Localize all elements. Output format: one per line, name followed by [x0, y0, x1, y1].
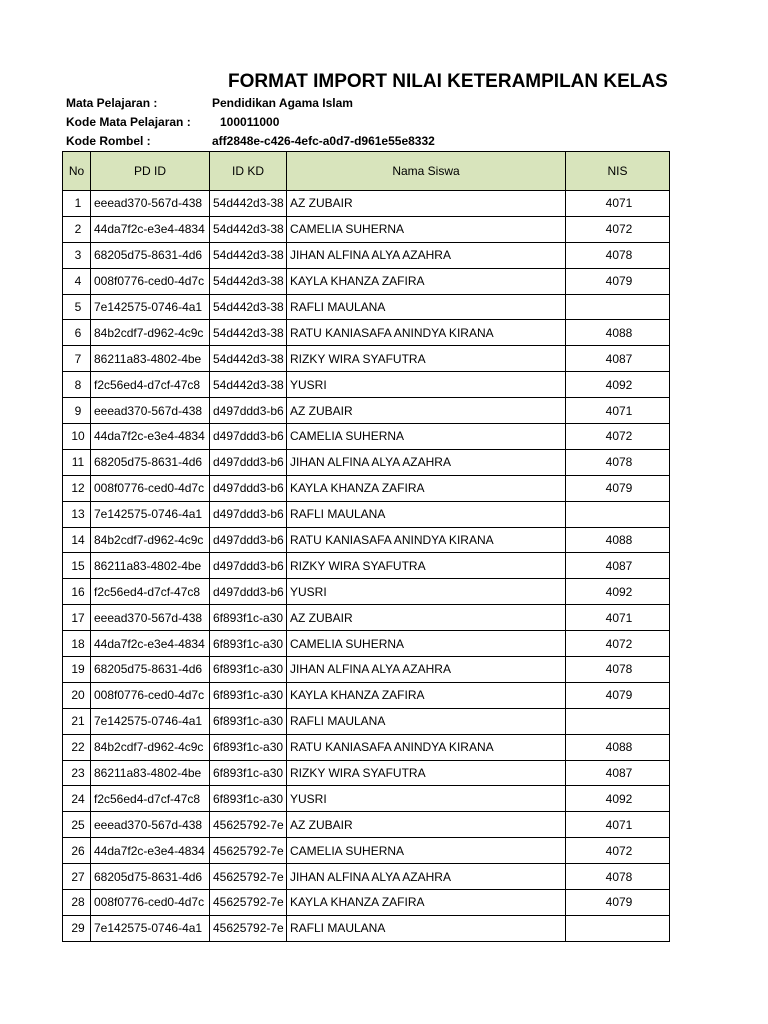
cell-id-kd[interactable]: 6f893f1c-a30	[210, 605, 287, 631]
cell-no[interactable]: 22	[63, 734, 91, 760]
cell-pd-id[interactable]: 86211a83-4802-4be	[91, 346, 210, 372]
cell-nama-siswa[interactable]: RATU KANIASAFA ANINDYA KIRANA	[287, 527, 566, 553]
cell-pd-id[interactable]: f2c56ed4-d7cf-47c8	[91, 786, 210, 812]
table-row	[63, 216, 670, 242]
table-row	[63, 915, 670, 941]
cell-pd-id[interactable]: 84b2cdf7-d962-4c9c	[91, 734, 210, 760]
nilai-table	[62, 151, 670, 942]
cell-nama-siswa[interactable]: RAFLI MAULANA	[287, 501, 566, 527]
cell-no[interactable]: 5	[63, 294, 91, 320]
cell-nis[interactable]: 4072	[566, 631, 670, 657]
table-row	[63, 812, 670, 838]
table-row	[63, 553, 670, 579]
cell-no[interactable]: 21	[63, 708, 91, 734]
cell-nama-siswa[interactable]: KAYLA KHANZA ZAFIRA	[287, 890, 566, 916]
header-nama-siswa: Nama Siswa	[287, 152, 566, 191]
cell-pd-id[interactable]: 44da7f2c-e3e4-4834	[91, 838, 210, 864]
cell-id-kd[interactable]: 54d442d3-38	[210, 242, 287, 268]
cell-pd-id[interactable]: 008f0776-ced0-4d7c	[91, 475, 210, 501]
cell-id-kd[interactable]: 6f893f1c-a30	[210, 657, 287, 683]
cell-nama-siswa[interactable]: CAMELIA SUHERNA	[287, 216, 566, 242]
cell-no[interactable]: 1	[63, 191, 91, 217]
table-header-row	[63, 152, 670, 191]
cell-pd-id[interactable]: 008f0776-ced0-4d7c	[91, 682, 210, 708]
cell-id-kd[interactable]: d497ddd3-b6	[210, 424, 287, 450]
cell-nama-siswa[interactable]: AZ ZUBAIR	[287, 191, 566, 217]
cell-nis[interactable]: 4088	[566, 527, 670, 553]
cell-pd-id[interactable]: 68205d75-8631-4d6	[91, 449, 210, 475]
cell-id-kd[interactable]: 54d442d3-38	[210, 320, 287, 346]
cell-nama-siswa[interactable]: JIHAN ALFINA ALYA AZAHRA	[287, 657, 566, 683]
table-row	[63, 708, 670, 734]
cell-no[interactable]: 6	[63, 320, 91, 346]
table-row	[63, 320, 670, 346]
cell-nama-siswa[interactable]: RAFLI MAULANA	[287, 915, 566, 941]
header-pd-id: PD ID	[91, 152, 210, 191]
table-row	[63, 890, 670, 916]
cell-no[interactable]: 17	[63, 605, 91, 631]
cell-no[interactable]: 2	[63, 216, 91, 242]
table-row	[63, 838, 670, 864]
cell-id-kd[interactable]: 45625792-7e	[210, 864, 287, 890]
cell-nama-siswa[interactable]: KAYLA KHANZA ZAFIRA	[287, 268, 566, 294]
cell-nama-siswa[interactable]: RIZKY WIRA SYAFUTRA	[287, 553, 566, 579]
header-id-kd: ID KD	[210, 152, 287, 191]
cell-nama-siswa[interactable]: RAFLI MAULANA	[287, 708, 566, 734]
cell-id-kd[interactable]: 6f893f1c-a30	[210, 682, 287, 708]
cell-no[interactable]: 24	[63, 786, 91, 812]
table-row	[63, 682, 670, 708]
table-row	[63, 864, 670, 890]
cell-pd-id[interactable]: eeead370-567d-438	[91, 398, 210, 424]
cell-id-kd[interactable]: 45625792-7e	[210, 838, 287, 864]
cell-no[interactable]: 29	[63, 915, 91, 941]
cell-id-kd[interactable]: 45625792-7e	[210, 890, 287, 916]
cell-nis[interactable]: 4072	[566, 838, 670, 864]
cell-nama-siswa[interactable]: CAMELIA SUHERNA	[287, 838, 566, 864]
cell-nis[interactable]: 4092	[566, 786, 670, 812]
cell-pd-id[interactable]: 44da7f2c-e3e4-4834	[91, 424, 210, 450]
cell-id-kd[interactable]: d497ddd3-b6	[210, 579, 287, 605]
cell-nama-siswa[interactable]: KAYLA KHANZA ZAFIRA	[287, 682, 566, 708]
cell-nis[interactable]: 4092	[566, 579, 670, 605]
cell-pd-id[interactable]: 86211a83-4802-4be	[91, 553, 210, 579]
cell-pd-id[interactable]: eeead370-567d-438	[91, 605, 210, 631]
cell-no[interactable]: 12	[63, 475, 91, 501]
cell-nis[interactable]	[566, 501, 670, 527]
cell-id-kd[interactable]: 6f893f1c-a30	[210, 631, 287, 657]
table-row	[63, 657, 670, 683]
kode-mapel-value: 100011000	[220, 115, 280, 129]
cell-pd-id[interactable]: 44da7f2c-e3e4-4834	[91, 216, 210, 242]
table-row	[63, 605, 670, 631]
mapel-label: Mata Pelajaran :	[66, 96, 158, 110]
table-row	[63, 631, 670, 657]
table-row	[63, 242, 670, 268]
cell-nama-siswa[interactable]: YUSRI	[287, 786, 566, 812]
table-row	[63, 760, 670, 786]
cell-pd-id[interactable]: 7e142575-0746-4a1	[91, 915, 210, 941]
cell-no[interactable]: 9	[63, 398, 91, 424]
table-row	[63, 268, 670, 294]
cell-id-kd[interactable]: 54d442d3-38	[210, 191, 287, 217]
cell-pd-id[interactable]: 68205d75-8631-4d6	[91, 242, 210, 268]
cell-pd-id[interactable]: eeead370-567d-438	[91, 812, 210, 838]
cell-nis[interactable]: 4087	[566, 553, 670, 579]
cell-pd-id[interactable]: 68205d75-8631-4d6	[91, 864, 210, 890]
kode-rombel-value: aff2848e-c426-4efc-a0d7-d961e55e8332	[212, 134, 435, 148]
cell-no[interactable]: 25	[63, 812, 91, 838]
cell-id-kd[interactable]: d497ddd3-b6	[210, 527, 287, 553]
cell-pd-id[interactable]: 008f0776-ced0-4d7c	[91, 890, 210, 916]
cell-id-kd[interactable]: 45625792-7e	[210, 812, 287, 838]
cell-pd-id[interactable]: 44da7f2c-e3e4-4834	[91, 631, 210, 657]
cell-nis[interactable]	[566, 294, 670, 320]
cell-no[interactable]: 18	[63, 631, 91, 657]
cell-pd-id[interactable]: 86211a83-4802-4be	[91, 760, 210, 786]
cell-pd-id[interactable]: 68205d75-8631-4d6	[91, 657, 210, 683]
cell-pd-id[interactable]: 84b2cdf7-d962-4c9c	[91, 527, 210, 553]
cell-id-kd[interactable]: d497ddd3-b6	[210, 398, 287, 424]
cell-id-kd[interactable]: 54d442d3-38	[210, 372, 287, 398]
cell-nis[interactable]: 4088	[566, 734, 670, 760]
cell-nis[interactable]: 4087	[566, 760, 670, 786]
cell-no[interactable]: 19	[63, 657, 91, 683]
cell-id-kd[interactable]: d497ddd3-b6	[210, 475, 287, 501]
cell-id-kd[interactable]: 6f893f1c-a30	[210, 734, 287, 760]
cell-no[interactable]: 27	[63, 864, 91, 890]
table-row	[63, 398, 670, 424]
cell-nis[interactable]: 4092	[566, 372, 670, 398]
cell-nis[interactable]	[566, 708, 670, 734]
cell-nis[interactable]: 4071	[566, 812, 670, 838]
cell-nama-siswa[interactable]: YUSRI	[287, 579, 566, 605]
cell-id-kd[interactable]: d497ddd3-b6	[210, 449, 287, 475]
cell-nama-siswa[interactable]: JIHAN ALFINA ALYA AZAHRA	[287, 242, 566, 268]
cell-nis[interactable]: 4087	[566, 346, 670, 372]
cell-nama-siswa[interactable]: RATU KANIASAFA ANINDYA KIRANA	[287, 320, 566, 346]
cell-nis[interactable]: 4071	[566, 398, 670, 424]
cell-nis[interactable]: 4072	[566, 424, 670, 450]
cell-nama-siswa[interactable]: AZ ZUBAIR	[287, 812, 566, 838]
cell-pd-id[interactable]: 7e142575-0746-4a1	[91, 501, 210, 527]
page-title: FORMAT IMPORT NILAI KETERAMPILAN KELAS	[228, 71, 668, 92]
cell-id-kd[interactable]: 6f893f1c-a30	[210, 760, 287, 786]
cell-nama-siswa[interactable]: RAFLI MAULANA	[287, 294, 566, 320]
cell-id-kd[interactable]: 54d442d3-38	[210, 268, 287, 294]
mapel-value: Pendidikan Agama Islam	[212, 96, 353, 110]
kode-mapel-label: Kode Mata Pelajaran :	[66, 115, 191, 129]
cell-nis[interactable]: 4078	[566, 657, 670, 683]
kode-rombel-label: Kode Rombel :	[66, 134, 151, 148]
table-row	[63, 424, 670, 450]
cell-id-kd[interactable]: d497ddd3-b6	[210, 501, 287, 527]
cell-nis[interactable]: 4088	[566, 320, 670, 346]
cell-id-kd[interactable]: 45625792-7e	[210, 915, 287, 941]
cell-nis[interactable]: 4072	[566, 216, 670, 242]
cell-nama-siswa[interactable]: AZ ZUBAIR	[287, 398, 566, 424]
cell-id-kd[interactable]: 54d442d3-38	[210, 216, 287, 242]
header-nis: NIS	[566, 152, 670, 191]
table-row	[63, 191, 670, 217]
cell-no[interactable]: 3	[63, 242, 91, 268]
cell-pd-id[interactable]: 84b2cdf7-d962-4c9c	[91, 320, 210, 346]
table-row	[63, 734, 670, 760]
cell-nis[interactable]: 4078	[566, 864, 670, 890]
table-row	[63, 786, 670, 812]
cell-pd-id[interactable]: 7e142575-0746-4a1	[91, 708, 210, 734]
cell-no[interactable]: 28	[63, 890, 91, 916]
cell-no[interactable]: 20	[63, 682, 91, 708]
cell-id-kd[interactable]: 6f893f1c-a30	[210, 786, 287, 812]
cell-id-kd[interactable]: d497ddd3-b6	[210, 553, 287, 579]
table-row	[63, 372, 670, 398]
table-row	[63, 501, 670, 527]
table-body	[63, 191, 670, 942]
cell-no[interactable]: 8	[63, 372, 91, 398]
cell-pd-id[interactable]: f2c56ed4-d7cf-47c8	[91, 372, 210, 398]
cell-nama-siswa[interactable]: AZ ZUBAIR	[287, 605, 566, 631]
cell-nis[interactable]: 4079	[566, 682, 670, 708]
cell-nama-siswa[interactable]: YUSRI	[287, 372, 566, 398]
table-row	[63, 449, 670, 475]
cell-id-kd[interactable]: 54d442d3-38	[210, 294, 287, 320]
cell-nama-siswa[interactable]: KAYLA KHANZA ZAFIRA	[287, 475, 566, 501]
table-row	[63, 579, 670, 605]
cell-nis[interactable]	[566, 915, 670, 941]
cell-nis[interactable]: 4079	[566, 890, 670, 916]
cell-no[interactable]: 13	[63, 501, 91, 527]
cell-nama-siswa[interactable]: RIZKY WIRA SYAFUTRA	[287, 346, 566, 372]
cell-no[interactable]: 10	[63, 424, 91, 450]
table-row	[63, 346, 670, 372]
table-row	[63, 527, 670, 553]
cell-pd-id[interactable]: 7e142575-0746-4a1	[91, 294, 210, 320]
cell-pd-id[interactable]: f2c56ed4-d7cf-47c8	[91, 579, 210, 605]
cell-nis[interactable]: 4079	[566, 268, 670, 294]
cell-id-kd[interactable]: 6f893f1c-a30	[210, 708, 287, 734]
cell-no[interactable]: 14	[63, 527, 91, 553]
cell-nis[interactable]: 4079	[566, 475, 670, 501]
cell-no[interactable]: 7	[63, 346, 91, 372]
cell-nis[interactable]: 4078	[566, 449, 670, 475]
table-row	[63, 475, 670, 501]
cell-no[interactable]: 15	[63, 553, 91, 579]
cell-no[interactable]: 4	[63, 268, 91, 294]
cell-nis[interactable]: 4078	[566, 242, 670, 268]
cell-nama-siswa[interactable]: RATU KANIASAFA ANINDYA KIRANA	[287, 734, 566, 760]
cell-nama-siswa[interactable]: JIHAN ALFINA ALYA AZAHRA	[287, 449, 566, 475]
cell-no[interactable]: 26	[63, 838, 91, 864]
cell-pd-id[interactable]: eeead370-567d-438	[91, 191, 210, 217]
cell-no[interactable]: 11	[63, 449, 91, 475]
table-row	[63, 294, 670, 320]
header-no: No	[63, 152, 91, 191]
cell-nama-siswa[interactable]: JIHAN ALFINA ALYA AZAHRA	[287, 864, 566, 890]
cell-nama-siswa[interactable]: CAMELIA SUHERNA	[287, 424, 566, 450]
cell-nis[interactable]: 4071	[566, 191, 670, 217]
cell-pd-id[interactable]: 008f0776-ced0-4d7c	[91, 268, 210, 294]
cell-nis[interactable]: 4071	[566, 605, 670, 631]
cell-id-kd[interactable]: 54d442d3-38	[210, 346, 287, 372]
cell-nama-siswa[interactable]: RIZKY WIRA SYAFUTRA	[287, 760, 566, 786]
cell-no[interactable]: 16	[63, 579, 91, 605]
cell-no[interactable]: 23	[63, 760, 91, 786]
cell-nama-siswa[interactable]: CAMELIA SUHERNA	[287, 631, 566, 657]
